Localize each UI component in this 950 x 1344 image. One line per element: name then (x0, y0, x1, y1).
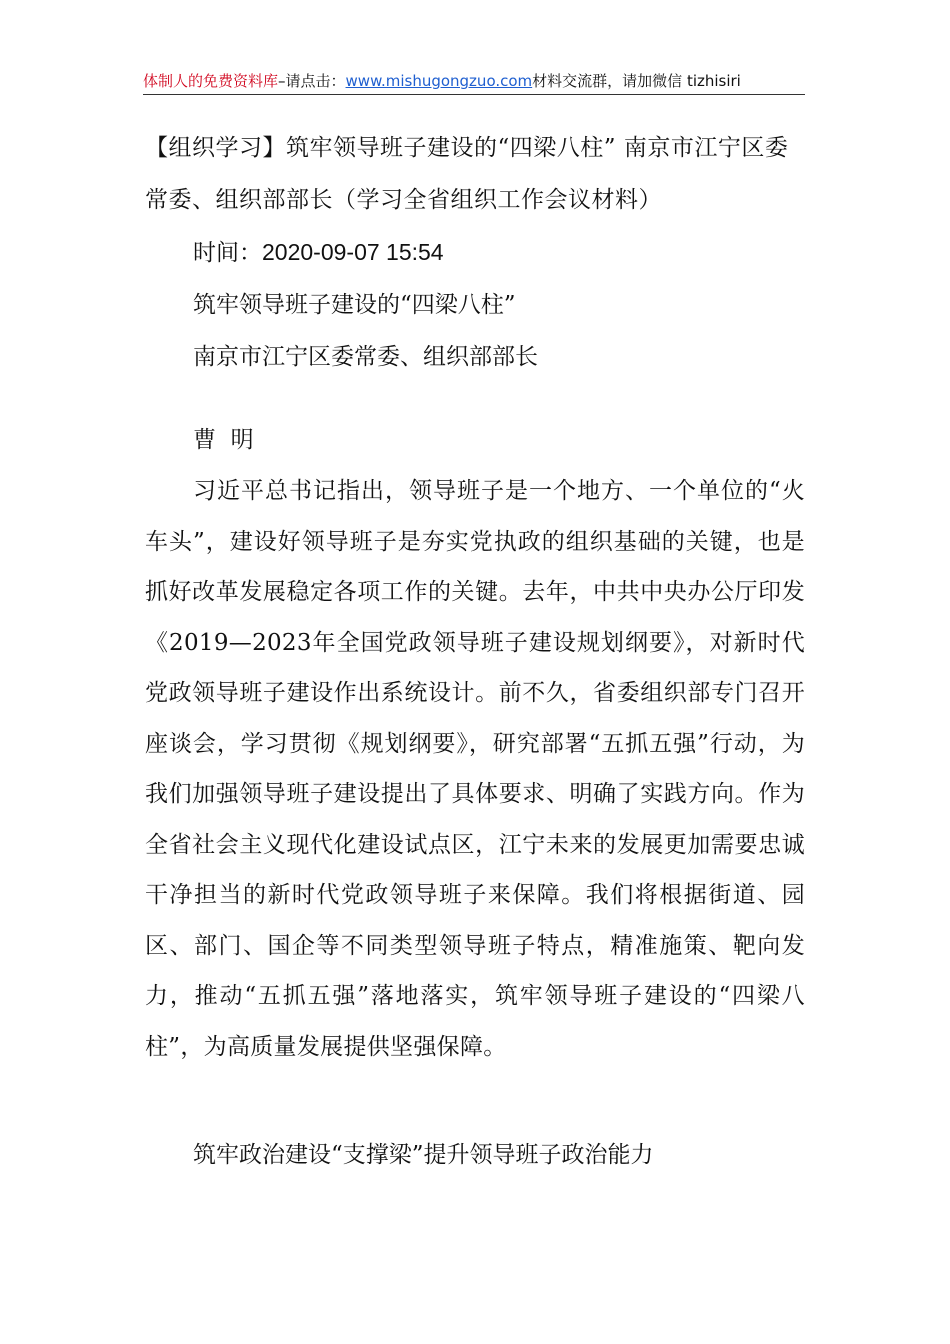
time-label: 时间： (193, 240, 262, 266)
page-header (143, 70, 805, 95)
header-tail: 材料交流群，请加微信 tizhisiri (532, 72, 741, 90)
section-heading: 筑牢政治建设“支撑梁”提升领导班子政治能力 (193, 1142, 654, 1168)
author-title: 南京市江宁区委常委、组织部部长 (193, 344, 538, 370)
article-title: 【组织学习】筑牢领导班子建设的“四梁八柱” 南京市江宁区委常委、组织部部长（学习全省组织工作会议材料） (145, 135, 789, 213)
paragraph-1: 习近平总书记指出，领导班子是一个地方、一个单位的“火车头”，建设好领导班子是夯实党执政的组织基础的关键，也是抓好改革发展稳定各项工作的关键。去年，中共中央办公厅印发《2019—2023年全国党政领导班子建设规划纲要》，对新时代党政领导班子建设作出系统设计。前不久，省委组织部专门召开座谈会，学习贯彻《规划纲要》，研究部署“五抓五强”行动，为我们加强领导班子建设提出了具体要求、明确了实践方向。作为全省社会主义现代化建设试点区，江宁未来的发展更加需要忠诚干净担当的新时代党政领导班子来保障。我们将根据街道、园区、部门、国企等不同类型领导班子特点，精准施策、靶向发力，推动“五抓五强”落地落实，筑牢领导班子建设的“四梁八柱”，为高质量发展提供坚强保障。 (145, 478, 805, 1060)
article-subtitle: 筑牢领导班子建设的“四梁八柱” (193, 292, 516, 318)
document-body (145, 122, 805, 1181)
article-time (145, 226, 805, 279)
author-name: 曹 明 (193, 427, 254, 453)
time-value: 2020-09-07 15:54 (262, 239, 444, 265)
header-prompt: –请点击： (278, 72, 346, 90)
header-brand: 体制人的免费资料库 (143, 72, 279, 90)
header-link[interactable]: www.mishugongzuo.com (345, 72, 533, 90)
